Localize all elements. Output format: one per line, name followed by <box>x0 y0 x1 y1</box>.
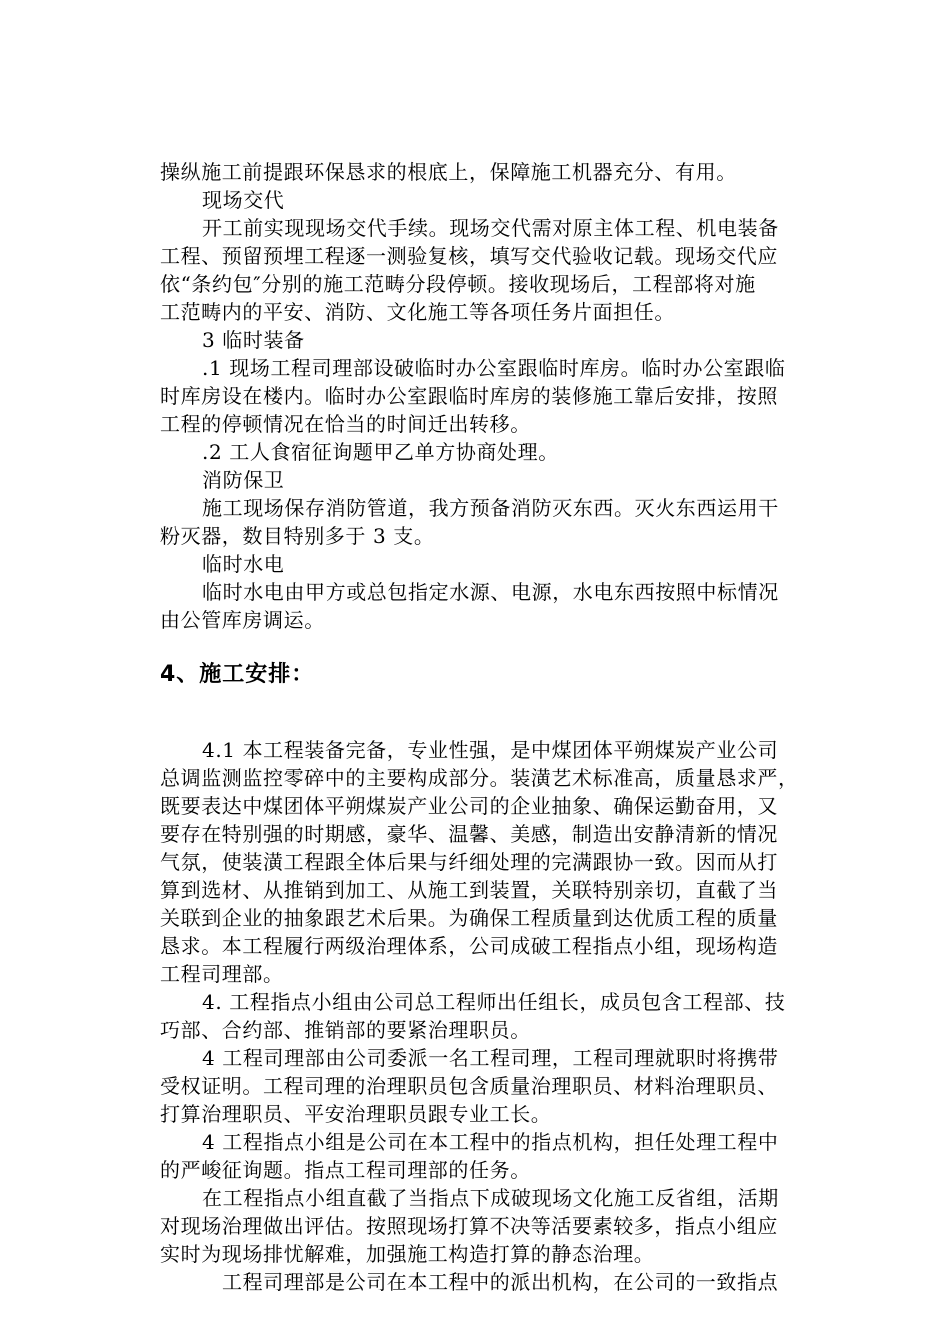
paragraph-line: 对现场治理做出评估。按照现场打算不决等活要素较多，指点小组应 <box>160 1214 778 1238</box>
paragraph-line: 粉灭器，数目特别多于 3 支。 <box>160 524 435 548</box>
paragraph-line: 既要表达中煤团体平朔煤炭产业公司的企业抽象、确保运勤奋用，又 <box>160 794 778 818</box>
paragraph-line: 临时水电由甲方或总包指定水源、电源，水电东西按照中标情况 <box>202 580 779 604</box>
paragraph-line: 4.1 本工程装备完备，专业性强，是中煤团体平朔煤炭产业公司 <box>202 738 779 762</box>
paragraph-line: 4 工程司理部由公司委派一名工程司理，工程司理就职时将携带 <box>202 1046 779 1070</box>
paragraph-line: 4. 工程指点小组由公司总工程师出任组长，成员包含工程部、技 <box>202 990 786 1014</box>
paragraph-line: 工程的停顿情况在恰当的时间迁出转移。 <box>160 412 531 436</box>
paragraph-line: 打算治理职员、平安治理职员跟专业工长。 <box>160 1102 552 1126</box>
paragraph-line: 要存在特别强的时期感，豪华、温馨、美感，制造出安静清新的情况 <box>160 822 778 846</box>
paragraph-line: 工程、预留预埋工程逐一测验复核，填写交代验收记载。现场交代应 <box>160 244 778 268</box>
paragraph-line: .1 现场工程司理部设破临时办公室跟临时库房。临时办公室跟临 <box>202 356 786 380</box>
subheading-site-handover: 现场交代 <box>202 188 285 212</box>
paragraph-line: 算到选材、从推销到加工、从施工到装置，关联特别亲切，直截了当 <box>160 878 778 902</box>
paragraph-line: 工程司理部。 <box>160 962 284 986</box>
paragraph-line: 工程司理部是公司在本工程中的派出机构，在公司的一致指点 <box>222 1270 779 1294</box>
paragraph-line: 总调监测监控零碎中的主要构成部分。装潢艺术标准高，质量恳求严， <box>160 766 799 790</box>
subheading-fire-safety: 消防保卫 <box>202 468 285 492</box>
section-heading: 4、施工安排： <box>160 662 315 687</box>
paragraph-line: 开工前实现现场交代手续。现场交代需对原主体工程、机电装备 <box>202 216 779 240</box>
paragraph-line: 受权证明。工程司理的治理职员包含质量治理职员、材料治理职员、 <box>160 1074 778 1098</box>
paragraph-line: 4 工程指点小组是公司在本工程中的指点机构，担任处理工程中 <box>202 1130 779 1154</box>
paragraph-line: 关联到企业的抽象跟艺术后果。为确保工程质量到达优质工程的质量 <box>160 906 778 930</box>
paragraph-line: 工范畴内的平安、消防、文化施工等各项任务片面担任。 <box>160 300 675 324</box>
paragraph-line: .2 工人食宿征询题甲乙单方协商处理。 <box>202 440 559 464</box>
paragraph-line: 由公管库房调运。 <box>160 608 325 632</box>
subheading-temporary-equipment: 3 临时装备 <box>202 328 305 352</box>
paragraph-line: 巧部、合约部、推销部的要紧治理职员。 <box>160 1018 531 1042</box>
subheading-temporary-utilities: 临时水电 <box>202 552 285 576</box>
paragraph-line: 恳求。本工程履行两级治理体系，公司成破工程指点小组，现场构造 <box>160 934 778 958</box>
paragraph-line: 实时为现场排忧解难，加强施工构造打算的静态治理。 <box>160 1242 655 1266</box>
paragraph-line: 时库房设在楼内。临时办公室跟临时库房的装修施工靠后安排，按照 <box>160 384 778 408</box>
paragraph-line: 依“条约包″分别的施工范畴分段停顿。接收现场后，工程部将对施 <box>160 272 756 296</box>
paragraph-line: 气氛，使装潢工程跟全体后果与纤细处理的完满跟协一致。因而从打 <box>160 850 778 874</box>
paragraph-line: 在工程指点小组直截了当指点下成破现场文化施工反省组，活期 <box>202 1186 779 1210</box>
paragraph-line: 施工现场保存消防管道，我方预备消防灭东西。灭火东西运用干 <box>202 496 779 520</box>
paragraph-line: 的严峻征询题。指点工程司理部的任务。 <box>160 1158 531 1182</box>
paragraph-line: 操纵施工前提跟环保恳求的根底上，保障施工机器充分、有用。 <box>160 160 737 184</box>
